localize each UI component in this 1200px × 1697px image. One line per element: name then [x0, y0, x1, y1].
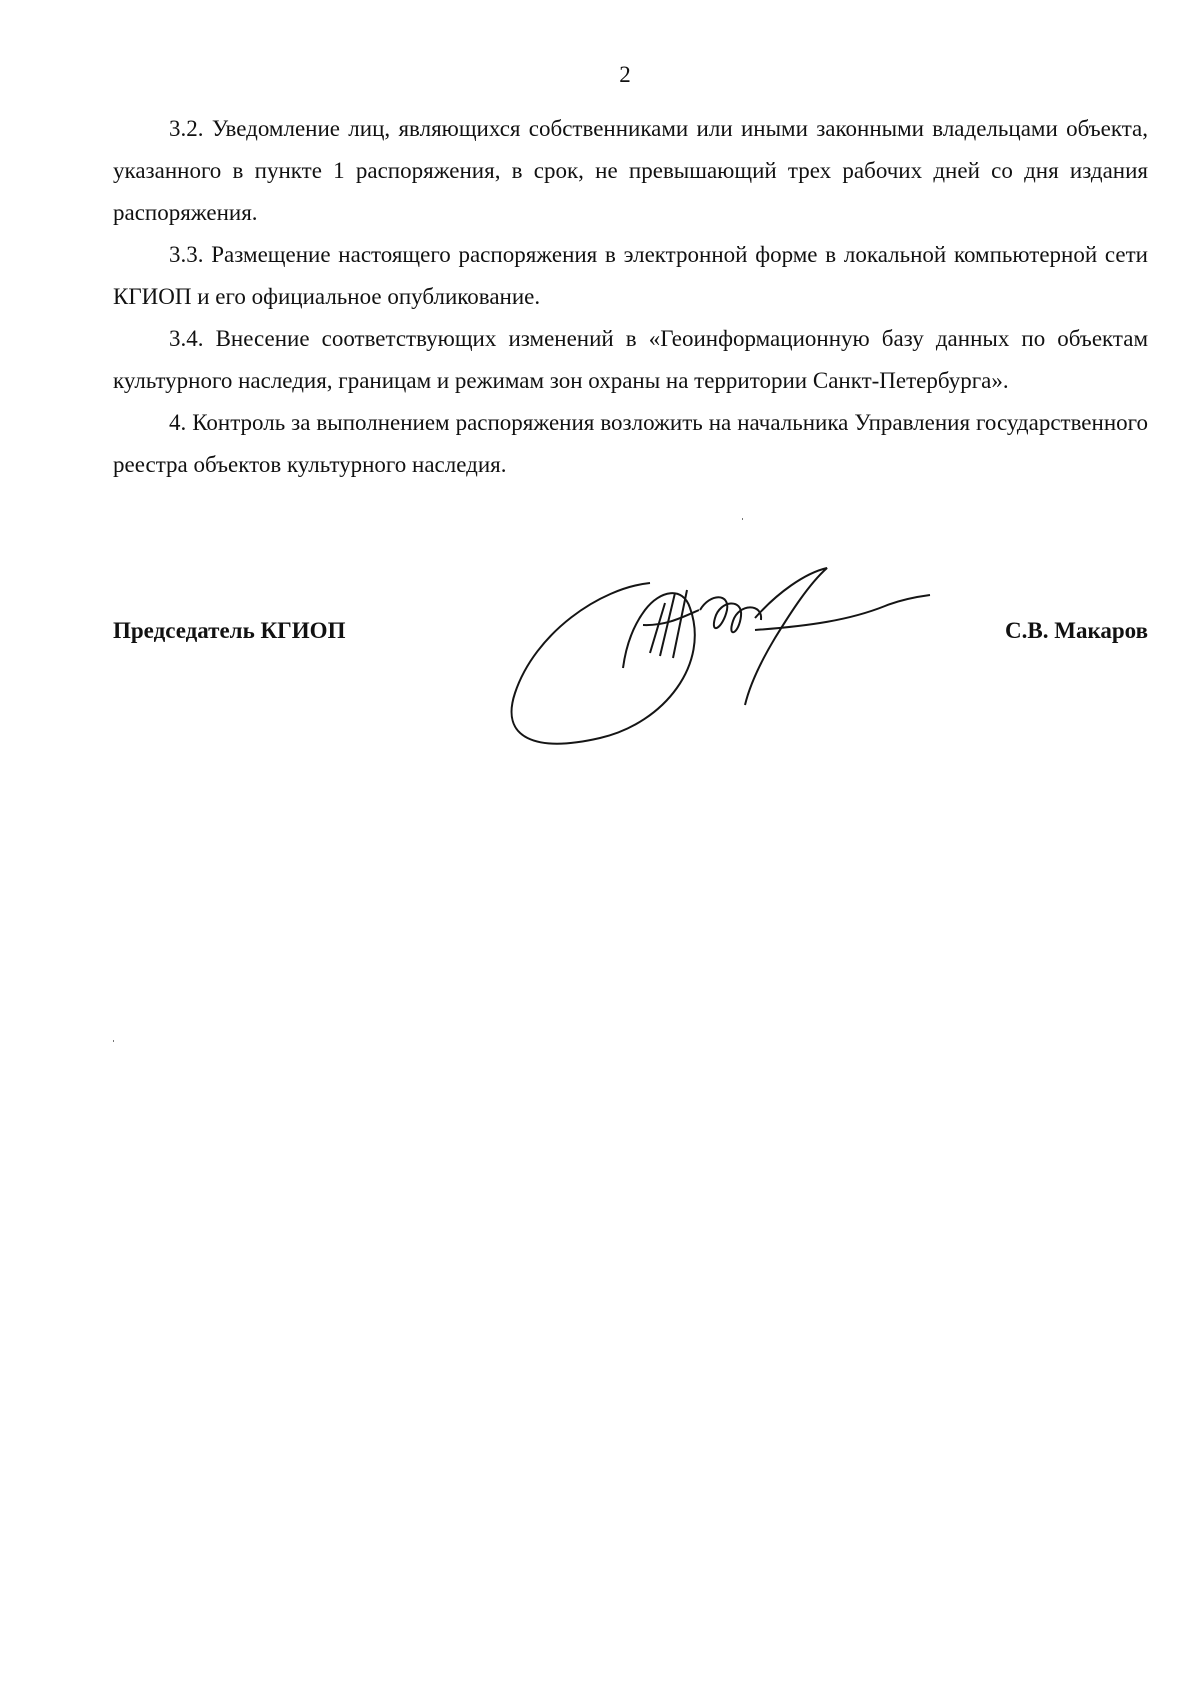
scan-mark — [113, 1040, 114, 1042]
document-body — [113, 108, 1148, 486]
paragraph-3-2: 3.2. Уведомление лиц, являющихся собственниками или иными законными владельцами объекта, указанного в пункте 1 распоряжения, в срок, не превышающий трех рабочих дней со дня издания распоряжения. — [113, 116, 1148, 225]
scan-mark — [742, 518, 743, 520]
paragraph-4: 4. Контроль за выполнением распоряжения возложить на начальника Управления государственного реестра объектов культурного наследия. — [113, 410, 1148, 477]
signer-title: Председатель КГИОП — [113, 618, 346, 643]
signature-block — [113, 618, 1148, 658]
paragraph-3-3: 3.3. Размещение настоящего распоряжения в электронной форме в локальной компьютерной сети КГИОП и его официальное опубликование. — [113, 242, 1148, 309]
page-number: 2 — [619, 62, 631, 87]
signer-name: С.В. Макаров — [1005, 618, 1148, 643]
paragraph-3-4: 3.4. Внесение соответствующих изменений в «Геоинформационную базу данных по объектам культурного наследия, границам и режимам зон охраны на территории Санкт-Петербурга». — [113, 326, 1148, 393]
